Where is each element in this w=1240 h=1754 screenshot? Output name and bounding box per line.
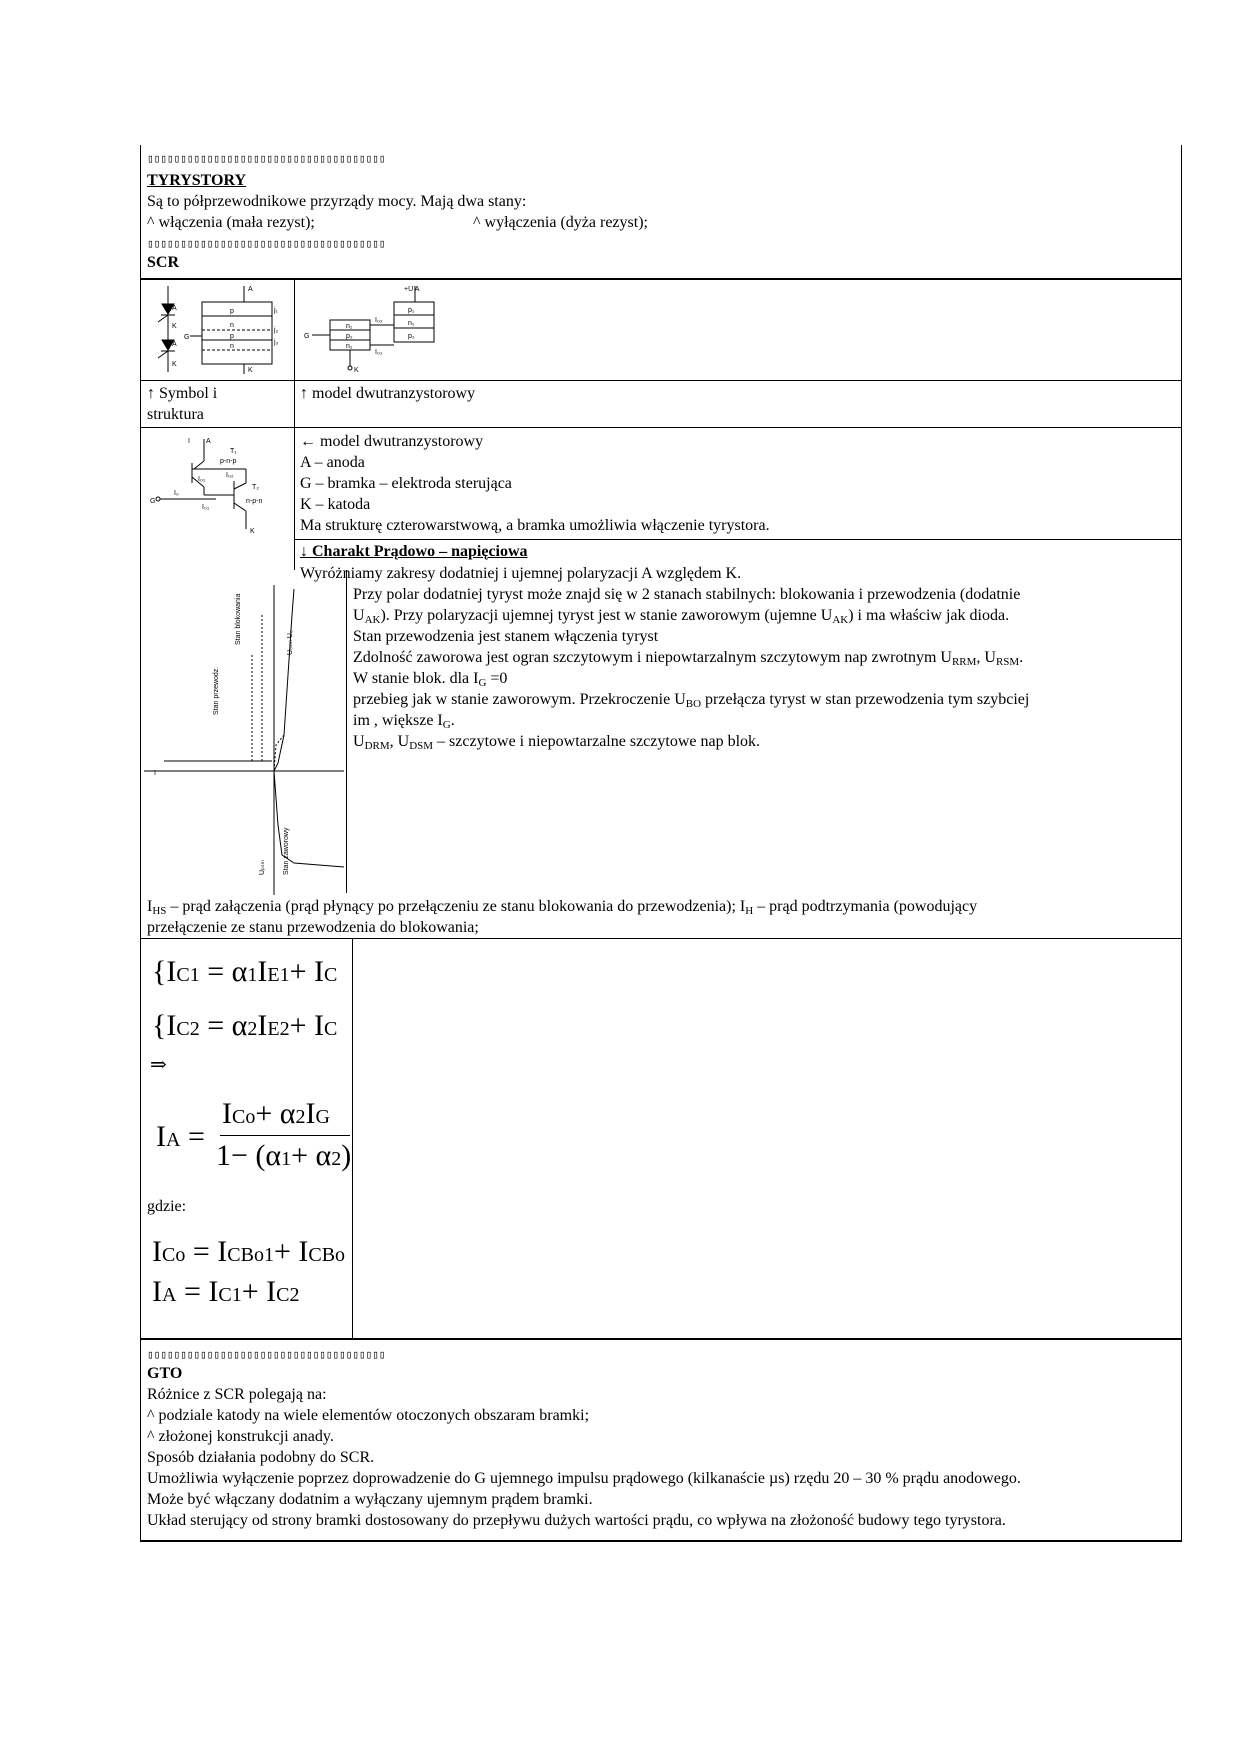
col-divider-2 bbox=[346, 570, 347, 893]
char-line-8: $U_{DRM}$, $U_{DSM}$ – szczytowe i niepowtarzalne szczytowe nap blok. bbox=[353, 733, 761, 752]
svg-text:K: K bbox=[172, 323, 177, 330]
svg-text:+U A: +U A bbox=[404, 286, 420, 293]
svg-text:p₁: p₁ bbox=[408, 307, 415, 314]
placeholder-boxes-1: ▯▯▯▯▯▯▯▯▯▯▯▯▯▯▯▯▯▯▯▯▯▯▯▯▯▯▯▯▯▯▯▯▯▯▯▯ bbox=[147, 153, 386, 165]
svg-text:n: n bbox=[230, 322, 234, 329]
state-on: ^ włączenia (mała rezyst); bbox=[147, 214, 315, 231]
row-line-4 bbox=[140, 938, 1182, 939]
svg-text:Uₚₛₘ: Uₚₛₘ bbox=[259, 859, 266, 875]
frame-left-border bbox=[140, 145, 141, 1542]
svg-text:K: K bbox=[248, 367, 253, 374]
svg-text:A: A bbox=[206, 438, 211, 445]
svg-text:p-n-p: p-n-p bbox=[220, 458, 237, 465]
svg-text:Stan blokowania: Stan blokowania bbox=[235, 593, 242, 645]
svg-text:n: n bbox=[230, 343, 234, 350]
placeholder-boxes-2: ▯▯▯▯▯▯▯▯▯▯▯▯▯▯▯▯▯▯▯▯▯▯▯▯▯▯▯▯▯▯▯▯▯▯▯▯ bbox=[147, 238, 386, 250]
svg-text:I₀₂: I₀₂ bbox=[226, 472, 234, 479]
equation-ico: ICo = ICBo1+ ICBo bbox=[152, 1235, 346, 1268]
svg-text:p: p bbox=[230, 333, 234, 340]
equation-ia-denominator: 1− (α1+ α2) bbox=[216, 1139, 352, 1172]
svg-text:Stan zaworowy: Stan zaworowy bbox=[283, 827, 290, 875]
svg-text:p: p bbox=[230, 308, 234, 315]
char-line-4: Zdolność zaworowa jest ogran szczytowym i niepowtarzalnym szczytowym nap zwrotnym $U_{RRM}$, $U_{RSM}$. bbox=[353, 649, 1024, 668]
equation-ic2: {IC2 = α2IE2+ IC bbox=[152, 1009, 338, 1042]
svg-text:p₂: p₂ bbox=[346, 333, 353, 340]
row-line-1 bbox=[140, 380, 1182, 381]
svg-text:G: G bbox=[150, 498, 156, 505]
section-title-gto: GTO bbox=[147, 1365, 183, 1382]
frame-right-border bbox=[1181, 145, 1182, 1542]
structure-note: Ma strukturę czterowarstwową, a bramka umożliwia włączenie tyrystora. bbox=[300, 517, 770, 534]
svg-text:Stan przewodz.: Stan przewodz. bbox=[213, 666, 220, 715]
char-line-3: Stan przewodzenia jest stanem włączenia tyryst bbox=[353, 628, 659, 645]
transistor-equivalent-figure bbox=[146, 433, 292, 543]
svg-text:I₀₂: I₀₂ bbox=[375, 317, 383, 324]
svg-text:n₁: n₁ bbox=[346, 323, 353, 330]
char-line-2: $U_{AK}$). Przy polaryzacji ujemnej tyryst jest w stanie zaworowym (ujemne $U_{AK}$) i ma właściw jak dioda. bbox=[353, 607, 1010, 626]
gto-line-7: Układ sterujący od strony bramki dostosowany do przepływu dużych wartości prądu, co wpływa na złożoność budowy tego tyrystora. bbox=[147, 1512, 1006, 1529]
svg-text:j₁: j₁ bbox=[274, 307, 278, 314]
row-line-5 bbox=[140, 1338, 1182, 1340]
gdzie-label: gdzie: bbox=[147, 1198, 187, 1215]
table-top-line bbox=[140, 278, 1182, 280]
svg-text:n₁: n₁ bbox=[408, 320, 415, 327]
svg-text:n₂: n₂ bbox=[346, 343, 353, 350]
svg-text:A: A bbox=[172, 341, 177, 348]
equation-ia-sum: IA = IC1+ IC2 bbox=[152, 1275, 300, 1308]
gto-line-2: ^ podziale katody na wiele elementów otoczonych obszaram bramki; bbox=[147, 1407, 590, 1424]
characteristic-heading: ↓ Charakt Prądowo – napięciowa bbox=[300, 543, 528, 560]
svg-text:I: I bbox=[188, 438, 190, 445]
col-divider-3 bbox=[352, 939, 353, 1339]
terminal-cathode: K – katoda bbox=[300, 496, 371, 513]
char-line-6: przebieg jak w stanie zaworowym. Przekroczenie $U_{BO}$ przełącza tyryst w stan przewodzenia tym szybciej bbox=[353, 691, 1030, 710]
symbol-caption-line2: struktura bbox=[147, 406, 204, 423]
svg-text:U₀ₛₘ U₀: U₀ₛₘ U₀ bbox=[287, 630, 294, 655]
gto-line-1: Różnice z SCR polegają na: bbox=[147, 1386, 327, 1403]
svg-text:j₂: j₂ bbox=[274, 327, 279, 334]
gto-line-3: ^ złożonej konstrukcji anady. bbox=[147, 1428, 334, 1445]
terminal-gate: G – bramka – elektroda sterująca bbox=[300, 475, 512, 492]
svg-text:p₂: p₂ bbox=[408, 333, 415, 340]
section-title-tyrystory: TYRYSTORY bbox=[147, 172, 247, 189]
implies-arrow: ⇒ bbox=[150, 1054, 167, 1076]
holding-current-line-1: $I_{HS}$ – prąd załączenia (prąd płynący po przełączeniu ze stanu blokowania do przewodzenia); $I_H$ – prąd podtrzymania (powodujący bbox=[147, 898, 978, 917]
two-transistor-model-figure bbox=[300, 282, 440, 376]
svg-text:I₀₁: I₀₁ bbox=[375, 349, 383, 356]
char-line-5: W stanie blok. dla $I_G =0$ bbox=[353, 670, 508, 689]
iv-characteristic-figure bbox=[144, 585, 344, 897]
intro-text: Są to półprzewodnikowe przyrządy mocy. Mają dwa stany: bbox=[147, 193, 527, 210]
svg-text:I₀: I₀ bbox=[174, 490, 179, 497]
svg-text:I₀₁: I₀₁ bbox=[198, 476, 206, 483]
svg-text:I₀₁: I₀₁ bbox=[202, 504, 210, 511]
char-line-1: Przy polar dodatniej tyryst może znajd się w 2 stanach stabilnych: blokowania i przewodzenia (dodatnie bbox=[353, 586, 1021, 603]
gto-line-4: Sposób działania podobny do SCR. bbox=[147, 1449, 375, 1466]
svg-text:T₂: T₂ bbox=[252, 484, 259, 491]
row-line-3 bbox=[295, 539, 1182, 540]
fraction-bar bbox=[220, 1135, 350, 1136]
model-caption: ↑ model dwutranzystorowy bbox=[300, 385, 476, 402]
gto-line-6: Może być włączany dodatnim a wyłączany ujemnym prądem bramki. bbox=[147, 1491, 593, 1508]
equation-ia-numerator: ICo+ α2IG bbox=[222, 1097, 330, 1130]
equation-ia-lhs: IA = bbox=[156, 1120, 205, 1153]
svg-text:A: A bbox=[248, 286, 253, 293]
model-arrow-caption: ← model dwutranzystorowy bbox=[300, 433, 484, 450]
terminal-anode: A – anoda bbox=[300, 454, 365, 471]
row-line-2 bbox=[140, 427, 1182, 428]
svg-text:I: I bbox=[154, 770, 156, 777]
state-off: ^ wyłączenia (dyża rezyst); bbox=[473, 214, 648, 231]
placeholder-boxes-3: ▯▯▯▯▯▯▯▯▯▯▯▯▯▯▯▯▯▯▯▯▯▯▯▯▯▯▯▯▯▯▯▯▯▯▯▯ bbox=[147, 1349, 386, 1361]
svg-text:n-p-n: n-p-n bbox=[246, 498, 263, 505]
svg-text:j₃: j₃ bbox=[274, 339, 279, 346]
svg-text:K: K bbox=[172, 361, 177, 368]
svg-text:K: K bbox=[250, 528, 255, 535]
svg-text:A: A bbox=[172, 305, 177, 312]
svg-text:T₁: T₁ bbox=[230, 448, 237, 455]
svg-text:G: G bbox=[304, 333, 310, 340]
document-frame bbox=[140, 145, 1182, 1542]
characteristic-intro: Wyróżniamy zakresy dodatniej i ujemnej polaryzacji A względem K. bbox=[300, 565, 742, 582]
svg-text:G: G bbox=[184, 334, 190, 341]
char-line-7: im , większe $I_G$. bbox=[353, 712, 455, 731]
section-title-scr: SCR bbox=[147, 254, 180, 271]
gto-line-5: Umożliwia wyłączenie poprzez doprowadzenie do G ujemnego impulsu prądowego (kilkanaście µs) rzędu 20 – 30 % prądu anodowego. bbox=[147, 1470, 1021, 1487]
col-divider-1 bbox=[294, 279, 295, 570]
holding-current-line-2: przełączenie ze stanu przewodzenia do blokowania; bbox=[147, 919, 479, 936]
svg-text:K: K bbox=[354, 367, 359, 374]
scr-symbol-structure-figure bbox=[144, 282, 290, 376]
equation-ic1: {IC1 = α1IE1+ IC bbox=[152, 955, 338, 988]
frame-bottom-border bbox=[140, 1540, 1182, 1542]
symbol-caption-line1: ↑ Symbol i bbox=[147, 385, 218, 402]
